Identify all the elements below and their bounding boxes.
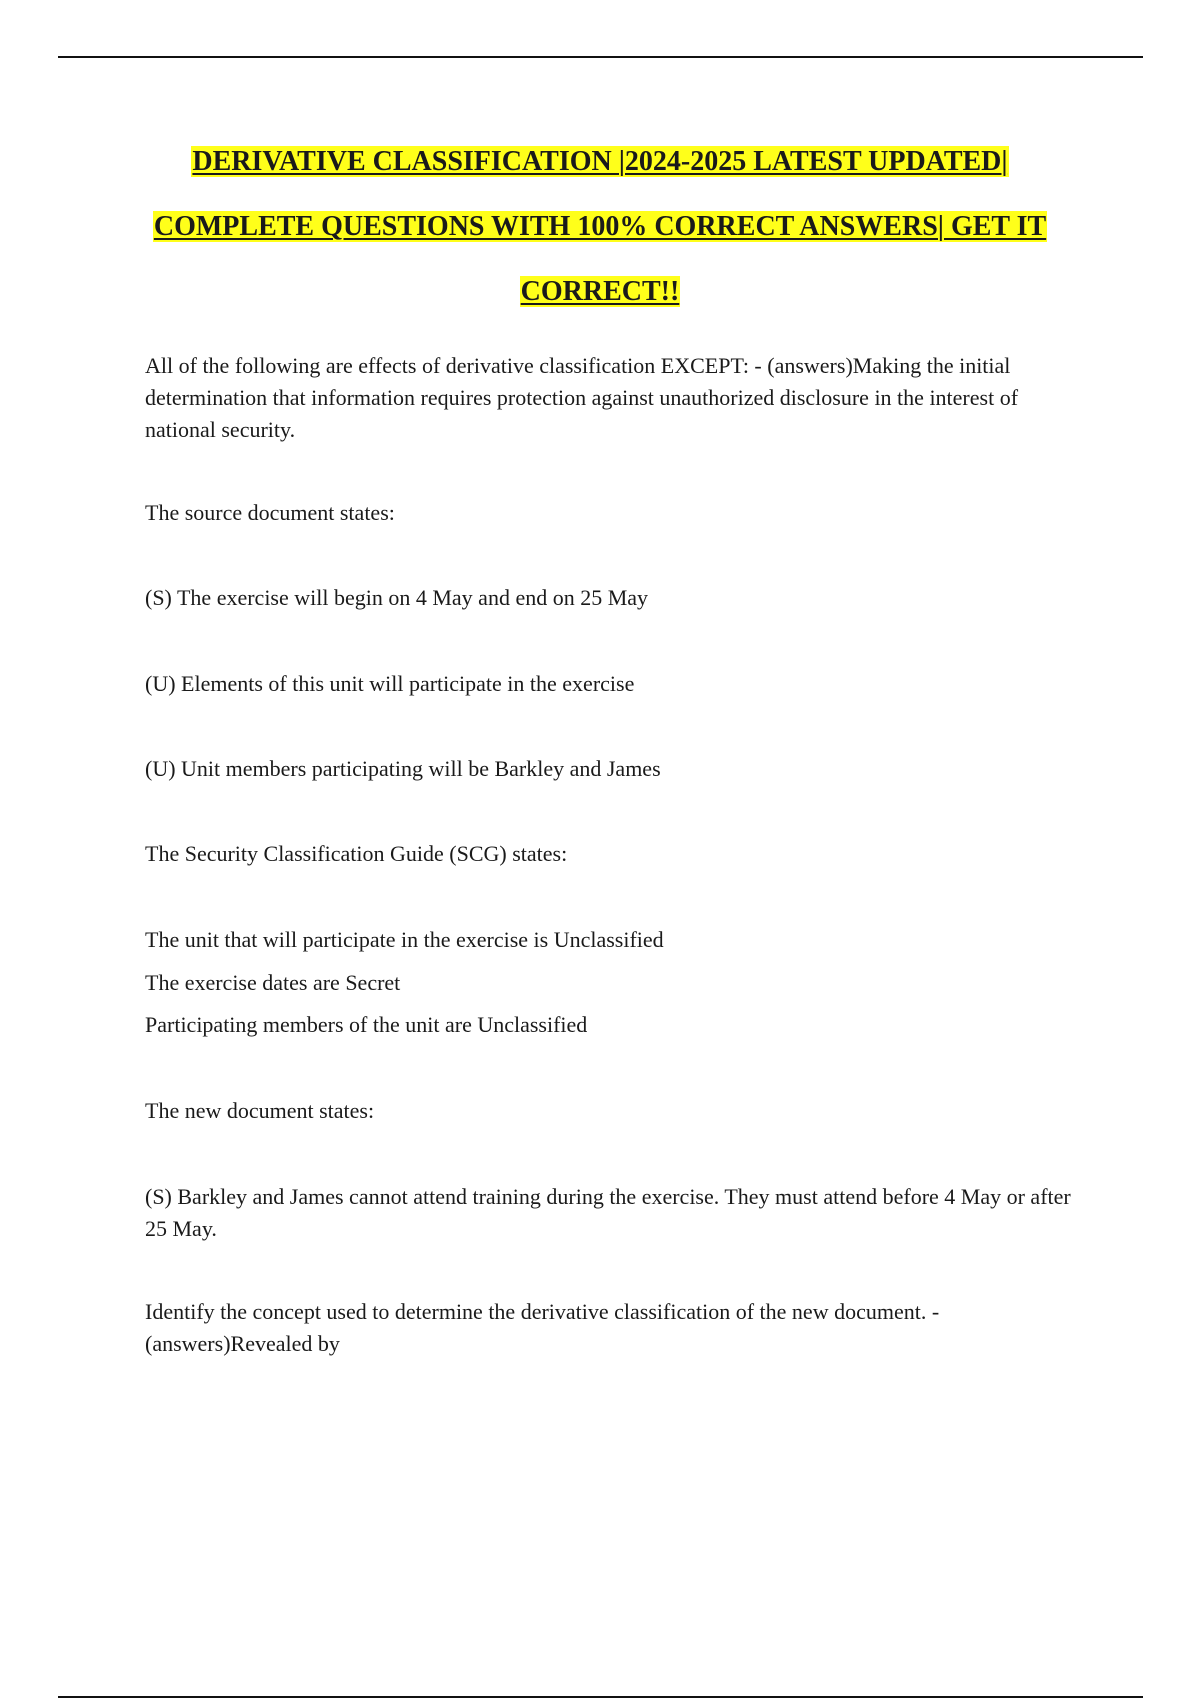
top-rule [58, 56, 1143, 58]
title-line-3: CORRECT!! [520, 276, 680, 307]
title-line-1: DERIVATIVE CLASSIFICATION |2024-2025 LATEST UPDATED| [192, 146, 1008, 177]
new-document-line-1: (S) Barkley and James cannot attend training during the exercise. They must attend before 4 May or after 25 May. [145, 1184, 1071, 1241]
source-line-2: (U) Elements of this unit will participate in the exercise [145, 671, 635, 696]
source-line-3: (U) Unit members participating will be Barkley and James [145, 756, 661, 781]
source-line-1: (S) The exercise will begin on 4 May and end on 25 May [145, 585, 649, 610]
scg-line-2: The exercise dates are Secret [145, 970, 401, 995]
question-1: All of the following are effects of derivative classification EXCEPT: - (answers)Making the initial determination that information requires protection against unauthorized disclosure in the interest of national security. [145, 353, 1019, 442]
question-2: Identify the concept used to determine the derivative classification of the new document. - (answers)Revealed by [145, 1299, 940, 1356]
document-title [60, 140, 1140, 335]
title-line-2: COMPLETE QUESTIONS WITH 100% CORRECT ANSWERS| GET IT [153, 211, 1047, 242]
scg-heading: The Security Classification Guide (SCG) states: [145, 841, 568, 866]
scg-line-1: The unit that will participate in the exercise is Unclassified [145, 927, 664, 952]
source-document-heading: The source document states: [145, 500, 395, 525]
bottom-rule [58, 1696, 1143, 1698]
scg-line-3: Participating members of the unit are Unclassified [145, 1012, 588, 1037]
new-document-heading: The new document states: [145, 1098, 375, 1123]
